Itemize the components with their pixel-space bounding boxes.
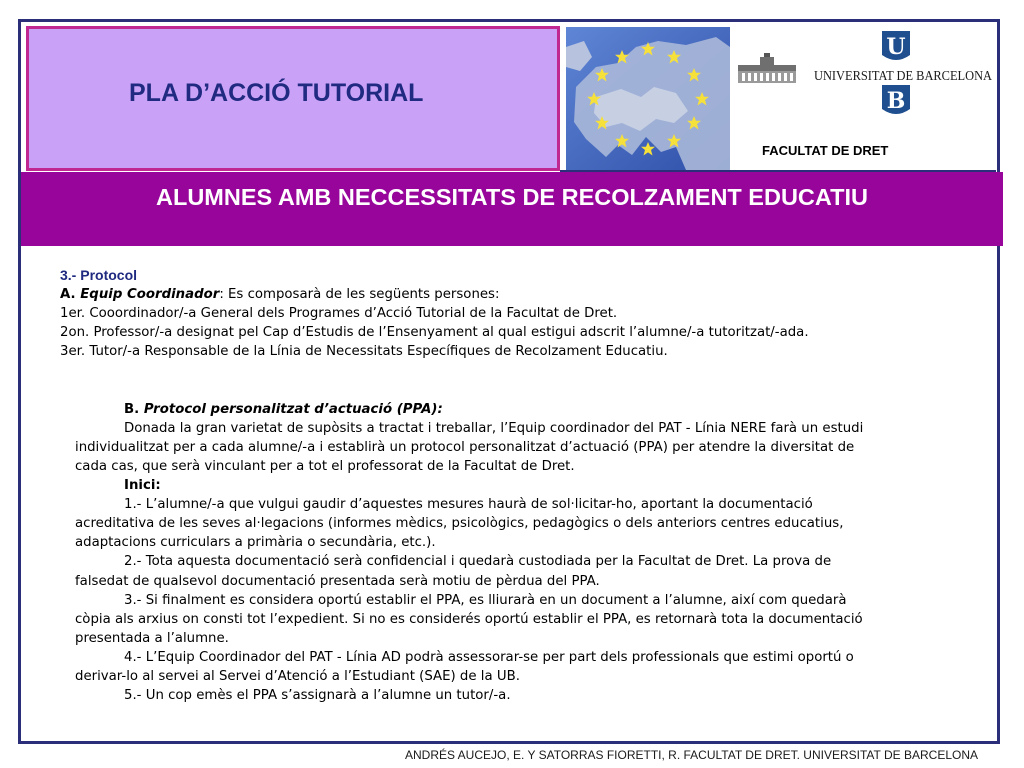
list-item: 2on. Professor/-a designat pel Cap d’Estudis de l’Ensenyament al qual estigui adscrit l’alumne/-a tutoritzat/-ada. bbox=[60, 325, 809, 341]
protocol-content bbox=[60, 266, 1004, 714]
step-line: 4.- L’Equip Coordinador del PAT - Línia AD podrà assessorar-se per part dels professionals que estimi oportú o bbox=[124, 649, 854, 665]
eu-stars-map-image bbox=[566, 27, 730, 170]
title-box bbox=[26, 26, 560, 171]
section-banner bbox=[21, 172, 1003, 246]
step-line: 1.- L’alumne/-a que vulgui gaudir d’aquestes mesures haurà de sol·licitar-ho, aportant la documentació bbox=[124, 497, 813, 513]
banner-heading: ALUMNES AMB NECCESSITATS DE RECOLZAMENT EDUCATIU bbox=[156, 184, 868, 210]
step-line: adaptacions curriculars a primària o secundària, etc.). bbox=[75, 535, 436, 551]
paragraph-line: Donada la gran varietat de supòsits a tractat i treballar, l’Equip coordinador del PAT - Línia NERE farà un estudi bbox=[124, 420, 864, 436]
list-item: 3er. Tutor/-a Responsable de la Línia de Necessitats Específiques de Recolzament Educatiu. bbox=[60, 344, 668, 360]
step-line: acreditativa de les seves al·legacions (informes mèdics, psicològics, pedagògics o dels anteriors centres educatius, bbox=[75, 516, 844, 532]
step-line: còpia als arxius on consti tot l’expedient. Si no es considerés oportú establir el PPA, es retornarà tota la documentació bbox=[75, 611, 863, 627]
university-logo bbox=[734, 27, 996, 170]
step-line: presentada a l’alumne. bbox=[75, 630, 229, 646]
step-line: 2.- Tota aquesta documentació serà confidencial i quedarà custodiada per la Facultat de Dret. La prova de bbox=[124, 554, 832, 570]
ppa-heading: B. Protocol personalitzat d’actuació (PPA): bbox=[124, 401, 443, 417]
page-title: PLA D’ACCIÓ TUTORIAL bbox=[129, 79, 424, 107]
step-line: 3.- Si finalment es considera oportú establir el PPA, es lliurarà en un document a l’alumne, així com quedarà bbox=[124, 592, 847, 608]
footer-credit: ANDRÉS AUCEJO, E. Y SATORRAS FIORETTI, R. FACULTAT DE DRET. UNIVERSITAT DE BARCELONA bbox=[405, 748, 978, 762]
svg-text:B: B bbox=[886, 88, 906, 114]
list-item: 1er. Cooordinador/-a General dels Programes d’Acció Tutorial de la Facultat de Dret. bbox=[60, 306, 618, 322]
paragraph-line: cada cas, que serà vinculant per a tot el professorat de la Facultat de Dret. bbox=[75, 458, 575, 474]
university-building-icon bbox=[738, 53, 796, 83]
step-line: derivar-lo al servei al Servei d’Atenció a l’Estudiant (SAE) de la UB. bbox=[75, 668, 520, 684]
faculty-label: FACULTAT DE DRET bbox=[762, 143, 889, 158]
paragraph-line: individualitzat per a cada alumne/-a i establirà un protocol personalitzat d’actuació (PPA) per atendre la diversitat de bbox=[75, 439, 855, 455]
svg-text:U: U bbox=[886, 34, 906, 60]
section-title: 3.- Protocol bbox=[60, 267, 138, 283]
university-name: UNIVERSITAT DE BARCELONA bbox=[814, 69, 993, 84]
step-line: falsedat de qualsevol documentació presentada serà motiu de pèrdua del PPA. bbox=[75, 573, 600, 589]
ub-logo-icon bbox=[734, 27, 996, 170]
step-line: 5.- Un cop emès el PPA s’assignarà a l’alumne un tutor/-a. bbox=[124, 688, 511, 704]
equip-coordinador-line: A. Equip Coordinador: Es composarà de les següents persones: bbox=[60, 287, 500, 303]
inici-label: Inici: bbox=[124, 478, 161, 494]
